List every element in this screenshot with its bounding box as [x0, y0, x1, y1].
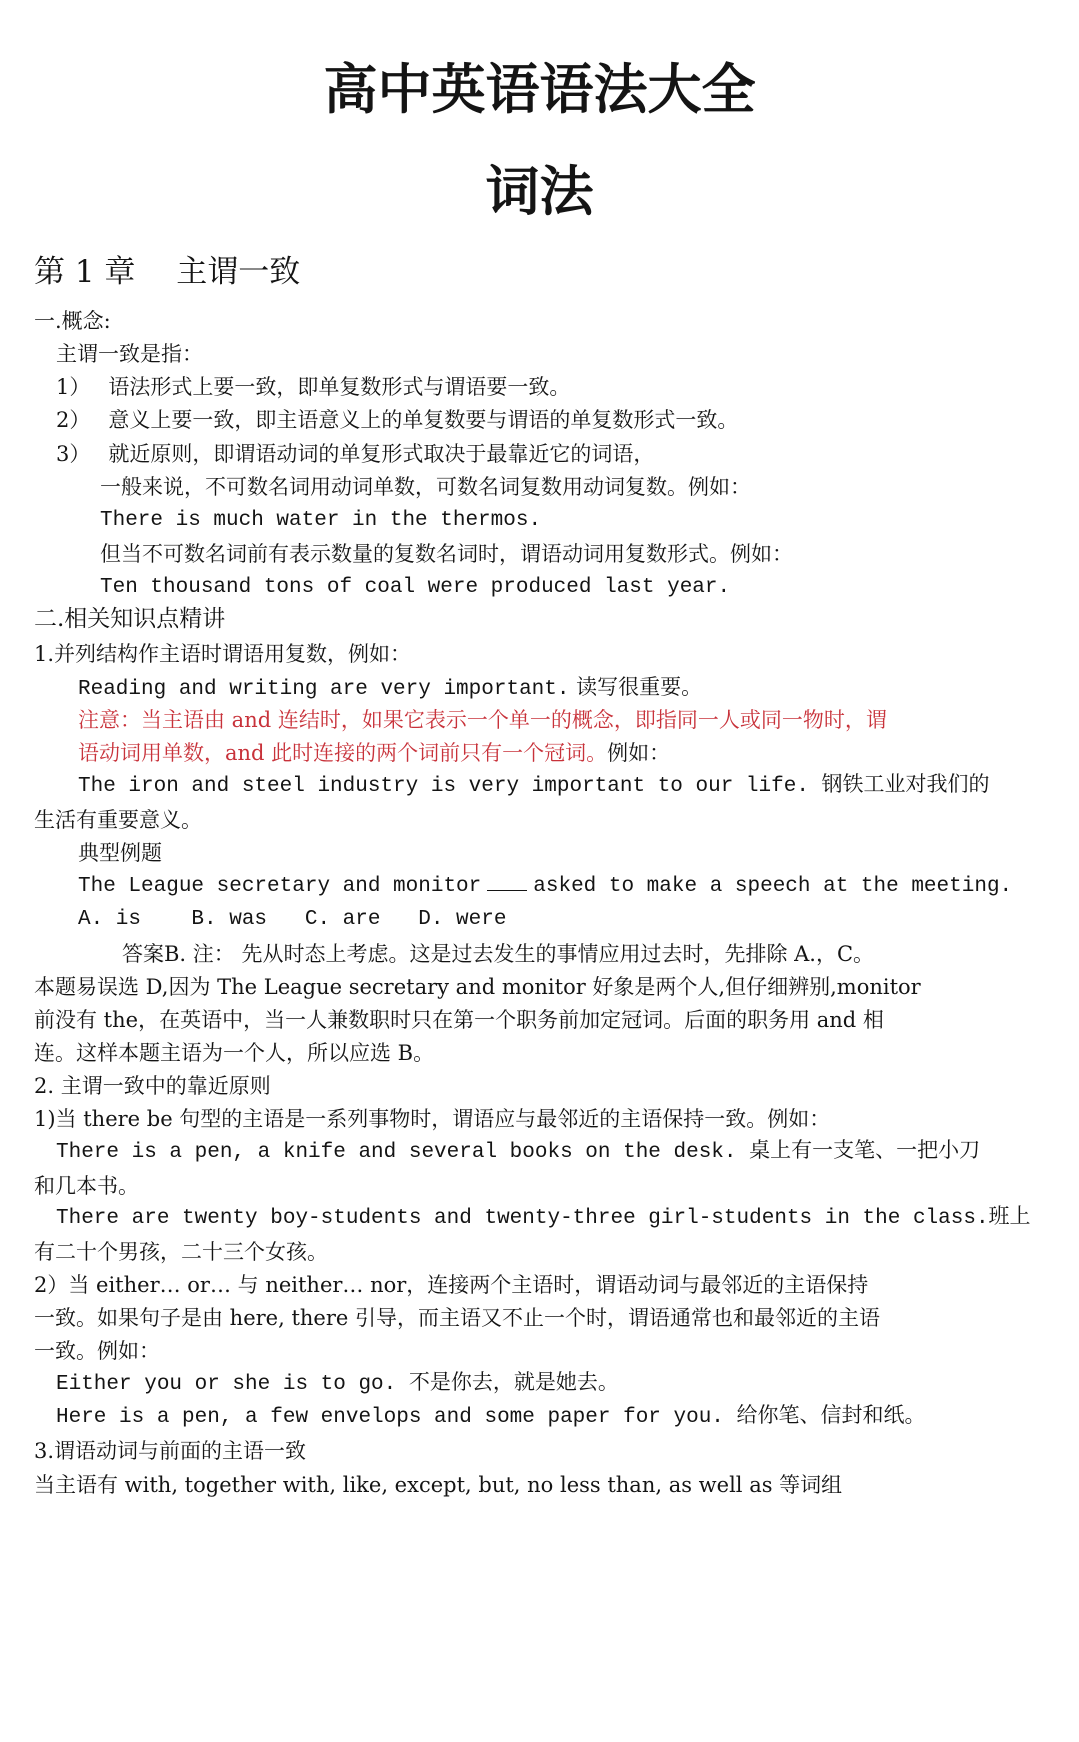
answer-blank — [487, 872, 527, 891]
list-item — [56, 439, 654, 469]
example-sentence: 和几本书。 — [34, 1174, 139, 1198]
example-sentence: There are twenty boy-students and twenty-three girl-students in the class.班上 — [56, 1207, 1031, 1230]
rule-text: 但当不可数名词前有表示数量的复数名词时，谓语动词用复数形式。例如： — [100, 542, 793, 566]
answer-explanation: 连。这样本题主语为一个人，所以应选 B。 — [34, 1041, 435, 1065]
point-title: 3.谓语动词与前面的主语一致 — [34, 1439, 307, 1463]
example-sentence: There is much water in the thermos. — [100, 509, 542, 532]
question-part: asked to make a speech at the meeting. — [533, 875, 1013, 898]
answer-options: A. is B. was C. are D. were — [78, 908, 507, 931]
note-continuation: 语动词用单数，and 此时连接的两个词前只有一个冠词。 — [78, 741, 608, 765]
rule-text: 2）当 either… or… 与 neither… nor，连接两个主语时，谓语动词与最邻近的主语保持 — [34, 1273, 869, 1297]
list-text: 语法形式上要一致，即单复数形式与谓语要一致。 — [108, 375, 571, 399]
example-sentence: Ten thousand tons of coal were produced last year. — [100, 576, 731, 599]
list-number: 2） — [56, 408, 91, 432]
typical-example-label: 典型例题 — [78, 841, 162, 865]
example-zh: 读写很重要。 — [576, 675, 703, 699]
page-subtitle: 词法 — [485, 160, 594, 223]
answer-explanation: 前没有 the，在英语中，当一人兼数职时只在第一个职务前加定冠词。后面的职务用 and 相 — [34, 1008, 884, 1032]
example-sentence: The iron and steel industry is very important to our life. 钢铁工业对我们的 — [78, 775, 990, 798]
rule-text: 当主语有 with, together with, like, except, but, no less than, as well as 等词组 — [34, 1473, 843, 1497]
note-text: 注意：当主语由 and 连结时，如果它表示一个单一的概念，即指同一人或同一物时，谓 — [78, 708, 887, 732]
concept-intro: 主谓一致是指： — [56, 342, 203, 366]
example-sentence: 有二十个男孩，二十三个女孩。 — [34, 1240, 328, 1264]
example-sentence: There is a pen, a knife and several books on the desk. 桌上有一支笔、一把小刀 — [56, 1141, 981, 1164]
section-heading-concept: 一.概念: — [34, 309, 111, 333]
rule-text: 一般来说，不可数名词用动词单数，可数名词复数用动词复数。例如： — [100, 475, 751, 499]
rule-text: 一致。例如： — [34, 1339, 160, 1363]
question-part: The League secretary and monitor — [78, 875, 482, 898]
example-sentence — [78, 672, 702, 705]
example-sentence: 生活有重要意义。 — [34, 808, 202, 832]
note-text — [78, 738, 670, 768]
question-text — [78, 872, 1012, 902]
point-title: 1.并列结构作主语时谓语用复数，例如： — [34, 642, 412, 666]
point-title: 2. 主谓一致中的靠近原则 — [34, 1074, 271, 1098]
answer-explanation: 本题易误选 D,因为 The League secretary and monitor 好象是两个人,但仔细辨别,monitor — [34, 975, 921, 999]
section-heading-knowledge: 二.相关知识点精讲 — [34, 606, 226, 632]
example-sentence: Here is a pen, a few envelops and some paper for you. 给你笔、信封和纸。 — [56, 1406, 926, 1429]
note-example-label: 例如： — [607, 741, 671, 765]
list-number: 3） — [56, 442, 91, 466]
answer-explanation: 答案B. 注： 先从时态上考虑。这是过去发生的事情应用过去时，先排除 A.，C。 — [122, 942, 875, 966]
list-number: 1） — [56, 375, 91, 399]
list-text: 意义上要一致，即主语意义上的单复数要与谓语的单复数形式一致。 — [108, 408, 739, 432]
page-title: 高中英语语法大全 — [323, 58, 756, 121]
example-sentence: Either you or she is to go. 不是你去，就是她去。 — [56, 1373, 619, 1396]
rule-text: 1)当 there be 句型的主语是一系列事物时，谓语应与最邻近的主语保持一致。例如： — [34, 1107, 831, 1131]
list-item — [56, 372, 570, 402]
list-item — [56, 405, 738, 435]
chapter-heading: 第 1 章 主谓一致 — [34, 254, 301, 290]
example-en: Reading and writing are very important. — [78, 678, 570, 701]
rule-text: 一致。如果句子是由 here, there 引导，而主语又不止一个时，谓语通常也和最邻近的主语 — [34, 1306, 880, 1330]
list-text: 就近原则，即谓语动词的单复形式取决于最靠近它的词语， — [108, 442, 655, 466]
